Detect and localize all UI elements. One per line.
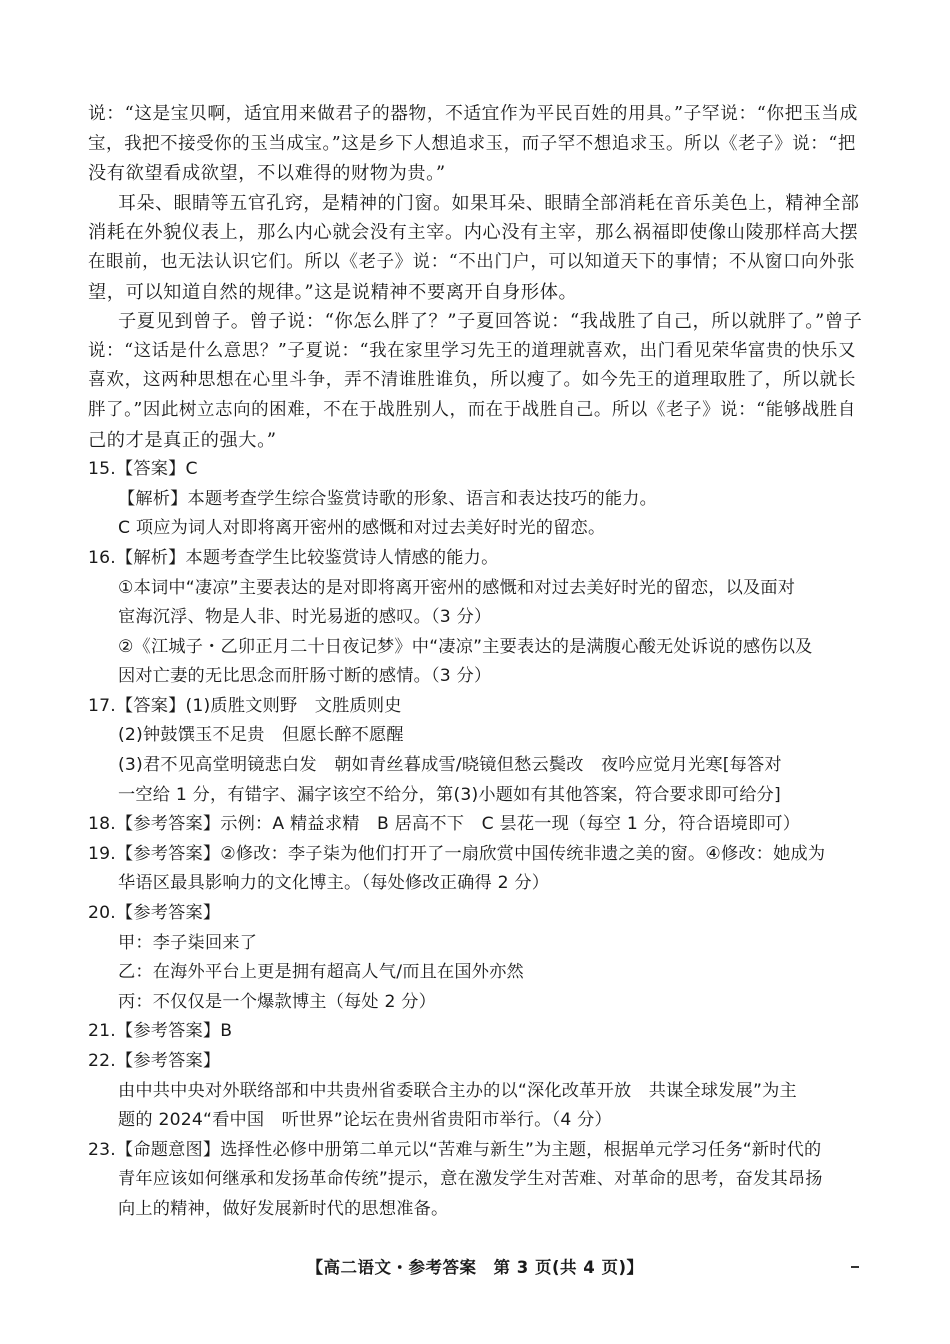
question-20-bing: 丙：不仅仅是一个爆款博主（每处 2 分）: [118, 991, 437, 1012]
question-15-answer: 15.【答案】C: [88, 459, 198, 480]
text-line: 在眼前，也无法认识它们。所以《老子》说：“不出门户，可以知道天下的事情；不从窗口向外张: [88, 251, 856, 272]
text-line: 喜欢，这两种思想在心里斗争，弄不清谁胜谁负，所以瘦了。如今先王的道理取胜了，所以就长: [88, 370, 857, 391]
question-23-intent: 23.【命题意图】选择性必修中册第二单元以“苦难与新生”为主题，根据单元学习任务“新时代的: [88, 1139, 822, 1160]
question-21-answer: 21.【参考答案】B: [88, 1021, 233, 1042]
question-23-intent-end: 向上的精神，做好发展新时代的思想准备。: [118, 1198, 449, 1219]
text-line: 宝，我把不接受你的玉当成宝。”这是乡下人想追求玉，而子罕不想追求玉。所以《老子》说：“把: [88, 133, 856, 154]
question-22-answer-text: 由中共中央对外联络部和中共贵州省委联合主办的以“深化改革开放 共谋全球发展”为主: [118, 1080, 797, 1101]
text-line: 说：“这话是什么意思？”子夏说：“我在家里学习先王的道理就喜欢，出门看见荣华富贵的快乐又: [88, 340, 857, 361]
question-18-answer: 18.【参考答案】示例：A 精益求精 B 居高不下 C 昙花一现（每空 1 分，符合语境即可）: [88, 814, 801, 835]
question-17-part-3: (3)君不见高堂明镜悲白发 朝如青丝暮成雪/晓镜但愁云鬓改 夜吟应觉月光寒[每答对: [118, 755, 782, 776]
question-16-point-2: ②《江城子・乙卯正月二十日夜记梦》中“凄凉”主要表达的是满腹心酸无处诉说的感伤以及: [118, 636, 813, 657]
text-line: 说：“这是宝贝啊，适宜用来做君子的器物，不适宜作为平民百姓的用具。”子罕说：“你把玉当成: [88, 104, 858, 124]
paragraph-start-line: 子夏见到曾子。曾子说：“你怎么胖了？”子夏回答说：“我战胜了自己，所以就胖了。”曾子: [118, 311, 863, 333]
text-line: 消耗在外貌仪表上，那么内心就会没有主宰。内心没有主宰，那么祸福即使像山陵那样高大摆: [88, 222, 859, 244]
text-line: 没有欲望看成欲望，不以难得的财物为贵。”: [88, 163, 446, 185]
question-16-point-1-cont: 宦海沉浮、物是人非、时光易逝的感叹。（3 分）: [118, 607, 492, 628]
question-16-analysis: 16.【解析】本题考查学生比较鉴赏诗人情感的能力。: [88, 547, 499, 568]
corner-mark: [851, 1266, 859, 1268]
question-22-answer-text-cont: 题的 2024“看中国 听世界”论坛在贵州省贵阳市举行。（4 分）: [118, 1110, 612, 1131]
question-17-part-2: (2)钟鼓馔玉不足贵 但愿长醉不愿醒: [118, 725, 404, 746]
text-line: 胖了。”因此树立志向的困难，不在于战胜别人，而在于战胜自己。所以《老子》说：“能够战胜自: [88, 399, 856, 420]
text-line: 己的才是真正的强大。”: [88, 429, 277, 451]
answer-key-page: [88, 100, 863, 1225]
question-20-jia: 甲：李子柒回来了: [118, 932, 258, 953]
question-15-explanation: C 项应为词人对即将离开密州的感慨和对过去美好时光的留恋。: [118, 518, 606, 539]
question-16-point-2-cont: 因对亡妻的无比思念而肝肠寸断的感情。（3 分）: [118, 666, 492, 687]
question-19-answer-cont: 华语区最具影响力的文化博主。（每处修改正确得 2 分）: [118, 873, 550, 894]
question-17-answer: 17.【答案】(1)质胜文则野 文胜质则史: [88, 695, 402, 716]
question-19-answer: 19.【参考答案】②修改：李子柒为他们打开了一扇欣赏中国传统非遗之美的窗。④修改：她成为: [88, 843, 826, 864]
question-15-analysis: 【解析】本题考查学生综合鉴赏诗歌的形象、语言和表达技巧的能力。: [118, 488, 658, 509]
paragraph-start-line: 耳朵、眼睛等五官孔窍，是精神的门窗。如果耳朵、眼睛全部消耗在音乐美色上，精神全部: [118, 192, 860, 214]
question-16-point-1: ①本词中“凄凉”主要表达的是对即将离开密州的感慨和对过去美好时光的留恋，以及面对: [118, 577, 796, 598]
page-footer: 【高二语文・参考答案 第 3 页(共 4 页)】: [306, 1258, 644, 1277]
question-22-answer: 22.【参考答案】: [88, 1051, 221, 1071]
question-23-intent-cont: 青年应该如何继承和发扬革命传统”提示，意在激发学生对苦难、对革命的思考，奋发其昂扬: [118, 1169, 823, 1190]
question-20-yi: 乙：在海外平台上更是拥有超高人气/而且在国外亦然: [118, 962, 524, 983]
question-17-note: 一空给 1 分，有错字、漏字该空不给分，第(3)小题如有其他答案，符合要求即可给分]: [118, 784, 781, 805]
text-line: 望，可以知道自然的规律。”这是说精神不要离开自身形体。: [88, 281, 578, 303]
question-20-answer: 20.【参考答案】: [88, 903, 221, 924]
